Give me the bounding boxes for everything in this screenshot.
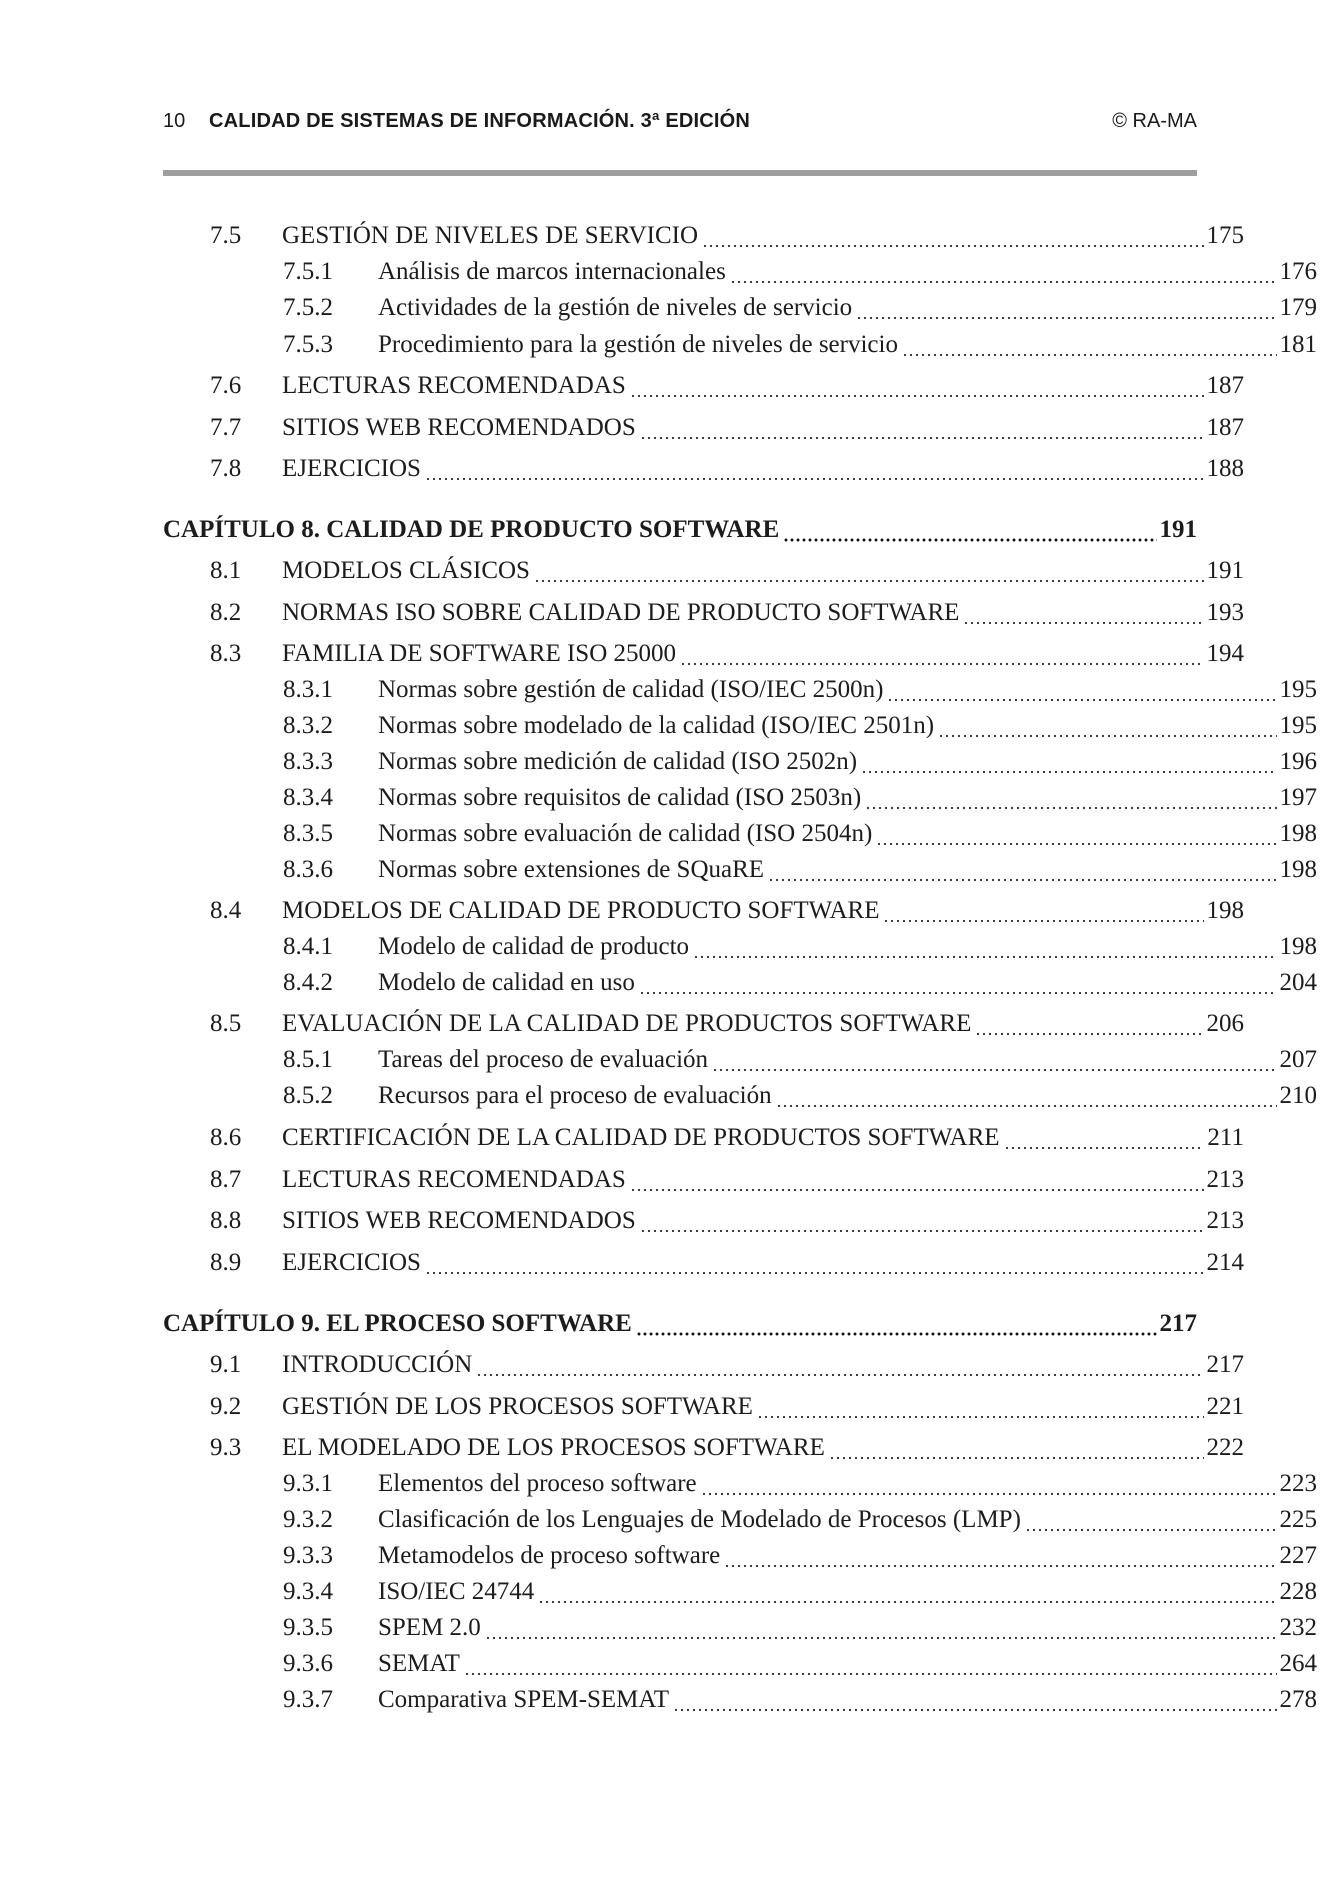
toc-entry-page: 181 — [1279, 331, 1317, 358]
toc-entry-page: 197 — [1279, 784, 1317, 811]
toc-entry-number: 8.3.6 — [283, 856, 333, 883]
toc-entry-number: 7.8 — [210, 455, 242, 482]
toc-entry-page: 176 — [1279, 258, 1317, 285]
toc-entry-number: 8.4 — [210, 897, 242, 924]
toc-entry-number: 7.5.1 — [283, 258, 333, 285]
dot-leader — [425, 1253, 1204, 1275]
dot-leader — [938, 716, 1276, 738]
running-header — [163, 110, 1197, 140]
toc-entry-number: 9.2 — [210, 1393, 242, 1420]
dot-leader — [883, 901, 1203, 923]
toc-entry — [163, 784, 1317, 818]
toc-entry-title: EJERCICIOS — [282, 455, 421, 482]
toc-entry-page: 198 — [1206, 897, 1244, 924]
toc-entry-number: 8.4.2 — [283, 969, 333, 996]
dot-leader — [680, 644, 1204, 666]
toc-entry-page: 225 — [1279, 1506, 1317, 1533]
toc-entry-number: 9.3 — [210, 1434, 242, 1461]
toc-entry-page: 214 — [1206, 1249, 1244, 1276]
toc-entry-number: 8.5.2 — [283, 1082, 333, 1109]
toc-entry-page: 175 — [1206, 222, 1244, 249]
toc-entry-number: 9.3.3 — [283, 1542, 333, 1569]
toc-entry — [163, 1686, 1317, 1720]
dot-leader — [861, 752, 1276, 774]
toc-entry — [163, 557, 1244, 591]
toc-entry-number: 8.8 — [210, 1207, 242, 1234]
toc-entry — [163, 1650, 1317, 1684]
book-title: CALIDAD DE SISTEMAS DE INFORMACIÓN. 3ª EDICIÓN — [209, 110, 751, 132]
toc-entry-number: 8.7 — [210, 1166, 242, 1193]
toc-entry-number: 7.7 — [210, 414, 242, 441]
toc-entry-number: 8.4.1 — [283, 933, 333, 960]
dot-leader — [730, 262, 1277, 284]
toc-entry-title: Normas sobre gestión de calidad (ISO/IEC 2500n) — [378, 676, 884, 703]
toc-entry-number: 9.3.1 — [283, 1470, 333, 1497]
toc-entry-title: Normas sobre medición de calidad (ISO 2502n) — [378, 748, 858, 775]
toc-entry-number: 8.3.2 — [283, 712, 333, 739]
toc-entry — [163, 222, 1244, 256]
toc-entry-number: 7.5.2 — [283, 294, 333, 321]
toc-entry-number: 8.3.5 — [283, 820, 333, 847]
toc-entry-page: 207 — [1279, 1046, 1317, 1073]
toc-entry-page: 222 — [1206, 1434, 1244, 1461]
toc-entry-title: CERTIFICACIÓN DE LA CALIDAD DE PRODUCTOS SOFTWARE — [282, 1124, 1000, 1151]
toc-entry-page: 232 — [1279, 1614, 1317, 1641]
toc-entry — [163, 712, 1317, 746]
toc-entry-title: SPEM 2.0 — [378, 1614, 481, 1641]
toc-entry — [163, 897, 1244, 931]
toc-entry — [163, 820, 1317, 854]
toc-entry — [163, 933, 1317, 967]
dot-leader — [757, 1397, 1204, 1419]
toc-entry-page: 223 — [1279, 1470, 1317, 1497]
dot-leader — [975, 1014, 1203, 1036]
toc-entry-title: EVALUACIÓN DE LA CALIDAD DE PRODUCTOS SOFTWARE — [282, 1010, 972, 1037]
dot-leader — [639, 973, 1277, 995]
dot-leader — [538, 1582, 1276, 1604]
toc-entry — [163, 1434, 1244, 1468]
toc-entry — [163, 372, 1244, 406]
dot-leader — [963, 603, 1203, 625]
dot-leader — [464, 1654, 1277, 1676]
toc-entry-page: 195 — [1279, 712, 1317, 739]
toc-entry-number: 8.3 — [210, 640, 242, 667]
dot-leader — [712, 1050, 1276, 1072]
dot-leader — [1004, 1128, 1205, 1150]
toc-entry — [163, 1010, 1244, 1044]
toc-entry-page: 278 — [1279, 1686, 1317, 1713]
toc-entry-title: Recursos para el proceso de evaluación — [378, 1082, 772, 1109]
toc-entry-title: ISO/IEC 24744 — [378, 1578, 535, 1605]
toc-entry-page: 187 — [1206, 414, 1244, 441]
toc-entry-number: 9.3.6 — [283, 1650, 333, 1677]
toc-entry-page: 228 — [1279, 1578, 1317, 1605]
toc-entry — [163, 676, 1317, 710]
dot-leader — [630, 376, 1204, 398]
dot-leader — [476, 1355, 1203, 1377]
dot-leader — [702, 226, 1203, 248]
toc-entry-page: 198 — [1279, 820, 1317, 847]
toc-entry-title: Comparativa SPEM-SEMAT — [378, 1686, 669, 1713]
toc-entry-number: 7.6 — [210, 372, 242, 399]
toc-entry-title: NORMAS ISO SOBRE CALIDAD DE PRODUCTO SOFTWARE — [282, 599, 960, 626]
dot-leader — [776, 1086, 1277, 1108]
page-number: 10 — [163, 110, 186, 132]
dot-leader — [783, 520, 1156, 542]
toc-entry — [163, 294, 1317, 328]
toc-entry — [163, 1614, 1317, 1648]
toc-entry-page: 211 — [1207, 1124, 1244, 1151]
toc-entry — [163, 455, 1244, 489]
toc-entry-number: 8.6 — [210, 1124, 242, 1151]
toc-entry-page: 198 — [1279, 856, 1317, 883]
toc-entry-page: 179 — [1279, 294, 1317, 321]
toc-entry-number: 7.5.3 — [283, 331, 333, 358]
toc-entry-title: LECTURAS RECOMENDADAS — [282, 1166, 626, 1193]
toc-entry-title: MODELOS CLÁSICOS — [282, 557, 530, 584]
dot-leader — [534, 561, 1204, 583]
toc-entry-page: 194 — [1206, 640, 1244, 667]
toc-entry-number: 8.2 — [210, 599, 242, 626]
toc-entry-title: Normas sobre requisitos de calidad (ISO 2503n) — [378, 784, 862, 811]
toc-entry — [163, 1351, 1244, 1385]
toc-entry-page: 204 — [1279, 969, 1317, 996]
toc-entry-number: 8.3.3 — [283, 748, 333, 775]
dot-leader — [673, 1690, 1277, 1712]
toc-entry-number: 9.1 — [210, 1351, 242, 1378]
toc-entry — [163, 748, 1317, 782]
dot-leader — [630, 1170, 1204, 1192]
toc-entry-page: 210 — [1279, 1082, 1317, 1109]
toc-chapter-entry — [163, 1310, 1197, 1344]
toc-entry — [163, 1166, 1244, 1200]
toc-entry — [163, 1542, 1317, 1576]
dot-leader — [640, 418, 1204, 440]
toc-entry-title: LECTURAS RECOMENDADAS — [282, 372, 626, 399]
toc-entry-page: 217 — [1206, 1351, 1244, 1378]
toc-entry-page: 191 — [1159, 516, 1197, 543]
toc-entry-title: Normas sobre evaluación de calidad (ISO 2504n) — [378, 820, 873, 847]
dot-leader — [768, 860, 1276, 882]
toc-entry-number: 9.3.2 — [283, 1506, 333, 1533]
toc-entry — [163, 1393, 1244, 1427]
toc-entry-number: 8.5.1 — [283, 1046, 333, 1073]
toc-entry-title: GESTIÓN DE NIVELES DE SERVICIO — [282, 222, 699, 249]
toc-entry-page: 198 — [1279, 933, 1317, 960]
toc-entry-page: 193 — [1206, 599, 1244, 626]
toc-entry-title: FAMILIA DE SOFTWARE ISO 25000 — [282, 640, 676, 667]
publisher-mark: © RA-MA — [1112, 110, 1197, 132]
toc-entry — [163, 1470, 1317, 1504]
dot-leader — [887, 680, 1276, 702]
toc-entry-title: Normas sobre modelado de la calidad (ISO/IEC 2501n) — [378, 712, 935, 739]
dot-leader — [693, 937, 1276, 959]
toc-entry-title: Tareas del proceso de evaluación — [378, 1046, 709, 1073]
toc-entry — [163, 969, 1317, 1003]
dot-leader — [485, 1618, 1277, 1640]
toc-entry-page: 227 — [1279, 1542, 1317, 1569]
toc-entry-number: 8.3.4 — [283, 784, 333, 811]
toc-entry — [163, 599, 1244, 633]
toc-entry-title: EJERCICIOS — [282, 1249, 421, 1276]
toc-entry-title: Metamodelos de proceso software — [378, 1542, 721, 1569]
dot-leader — [902, 335, 1277, 357]
toc-entry-title: MODELOS DE CALIDAD DE PRODUCTO SOFTWARE — [282, 897, 880, 924]
toc-entry-title: INTRODUCCIÓN — [282, 1351, 473, 1378]
toc-entry — [163, 1506, 1317, 1540]
toc-entry-page: 195 — [1279, 676, 1317, 703]
toc-entry — [163, 1124, 1244, 1158]
dot-leader — [636, 1314, 1157, 1336]
toc-entry-number: 8.9 — [210, 1249, 242, 1276]
toc-entry-title: Actividades de la gestión de niveles de servicio — [378, 294, 853, 321]
toc-entry-title: GESTIÓN DE LOS PROCESOS SOFTWARE — [282, 1393, 753, 1420]
toc-entry-page: 217 — [1159, 1310, 1197, 1337]
toc-entry-title: EL MODELADO DE LOS PROCESOS SOFTWARE — [282, 1434, 825, 1461]
dot-leader — [425, 459, 1204, 481]
toc-entry-number: 8.1 — [210, 557, 242, 584]
dot-leader — [1025, 1510, 1277, 1532]
toc-entry-page: 213 — [1206, 1207, 1244, 1234]
toc-entry-number: 9.3.4 — [283, 1578, 333, 1605]
toc-entry-page: 213 — [1206, 1166, 1244, 1193]
toc-entry-page: 206 — [1206, 1010, 1244, 1037]
toc-entry-number: 9.3.7 — [283, 1686, 333, 1713]
dot-leader — [701, 1474, 1277, 1496]
dot-leader — [829, 1438, 1204, 1460]
toc-entry — [163, 1082, 1317, 1116]
toc-entry-number: 7.5 — [210, 222, 242, 249]
toc-entry-title: SITIOS WEB RECOMENDADOS — [282, 1207, 636, 1234]
toc-entry-page: 187 — [1206, 372, 1244, 399]
toc-entry — [163, 1578, 1317, 1612]
toc-entry-title: Elementos del proceso software — [378, 1470, 697, 1497]
toc-entry — [163, 331, 1317, 365]
toc-entry-title: Procedimiento para la gestión de niveles de servicio — [378, 331, 898, 358]
header-divider — [163, 170, 1197, 176]
toc-entry-page: 191 — [1206, 557, 1244, 584]
toc-entry-number: 8.5 — [210, 1010, 242, 1037]
toc-entry-title: CAPÍTULO 9. EL PROCESO SOFTWARE — [163, 1310, 632, 1337]
toc-entry — [163, 640, 1244, 674]
dot-leader — [865, 788, 1276, 810]
dot-leader — [724, 1546, 1276, 1568]
toc-entry-title: SEMAT — [378, 1650, 460, 1677]
toc-entry-title: SITIOS WEB RECOMENDADOS — [282, 414, 636, 441]
toc-entry-title: Análisis de marcos internacionales — [378, 258, 726, 285]
toc-entry — [163, 1046, 1317, 1080]
toc-entry-title: Clasificación de los Lenguajes de Modelado de Procesos (LMP) — [378, 1506, 1021, 1533]
toc-entry-title: Modelo de calidad de producto — [378, 933, 690, 960]
toc-entry-page: 264 — [1279, 1650, 1317, 1677]
toc-chapter-entry — [163, 516, 1197, 550]
toc-entry-title: CAPÍTULO 8. CALIDAD DE PRODUCTO SOFTWARE — [163, 516, 780, 543]
toc-entry — [163, 1207, 1244, 1241]
toc-entry — [163, 258, 1317, 292]
toc-entry-title: Normas sobre extensiones de SQuaRE — [378, 856, 765, 883]
toc-entry-number: 9.3.5 — [283, 1614, 333, 1641]
toc-entry-page: 221 — [1206, 1393, 1244, 1420]
toc-entry-number: 8.3.1 — [283, 676, 333, 703]
dot-leader — [856, 298, 1276, 320]
toc-entry-title: Modelo de calidad en uso — [378, 969, 635, 996]
dot-leader — [876, 824, 1276, 846]
toc-entry-page: 196 — [1279, 748, 1317, 775]
toc-entry — [163, 414, 1244, 448]
toc-entry — [163, 856, 1317, 890]
dot-leader — [640, 1211, 1204, 1233]
toc-entry — [163, 1249, 1244, 1283]
toc-entry-page: 188 — [1206, 455, 1244, 482]
